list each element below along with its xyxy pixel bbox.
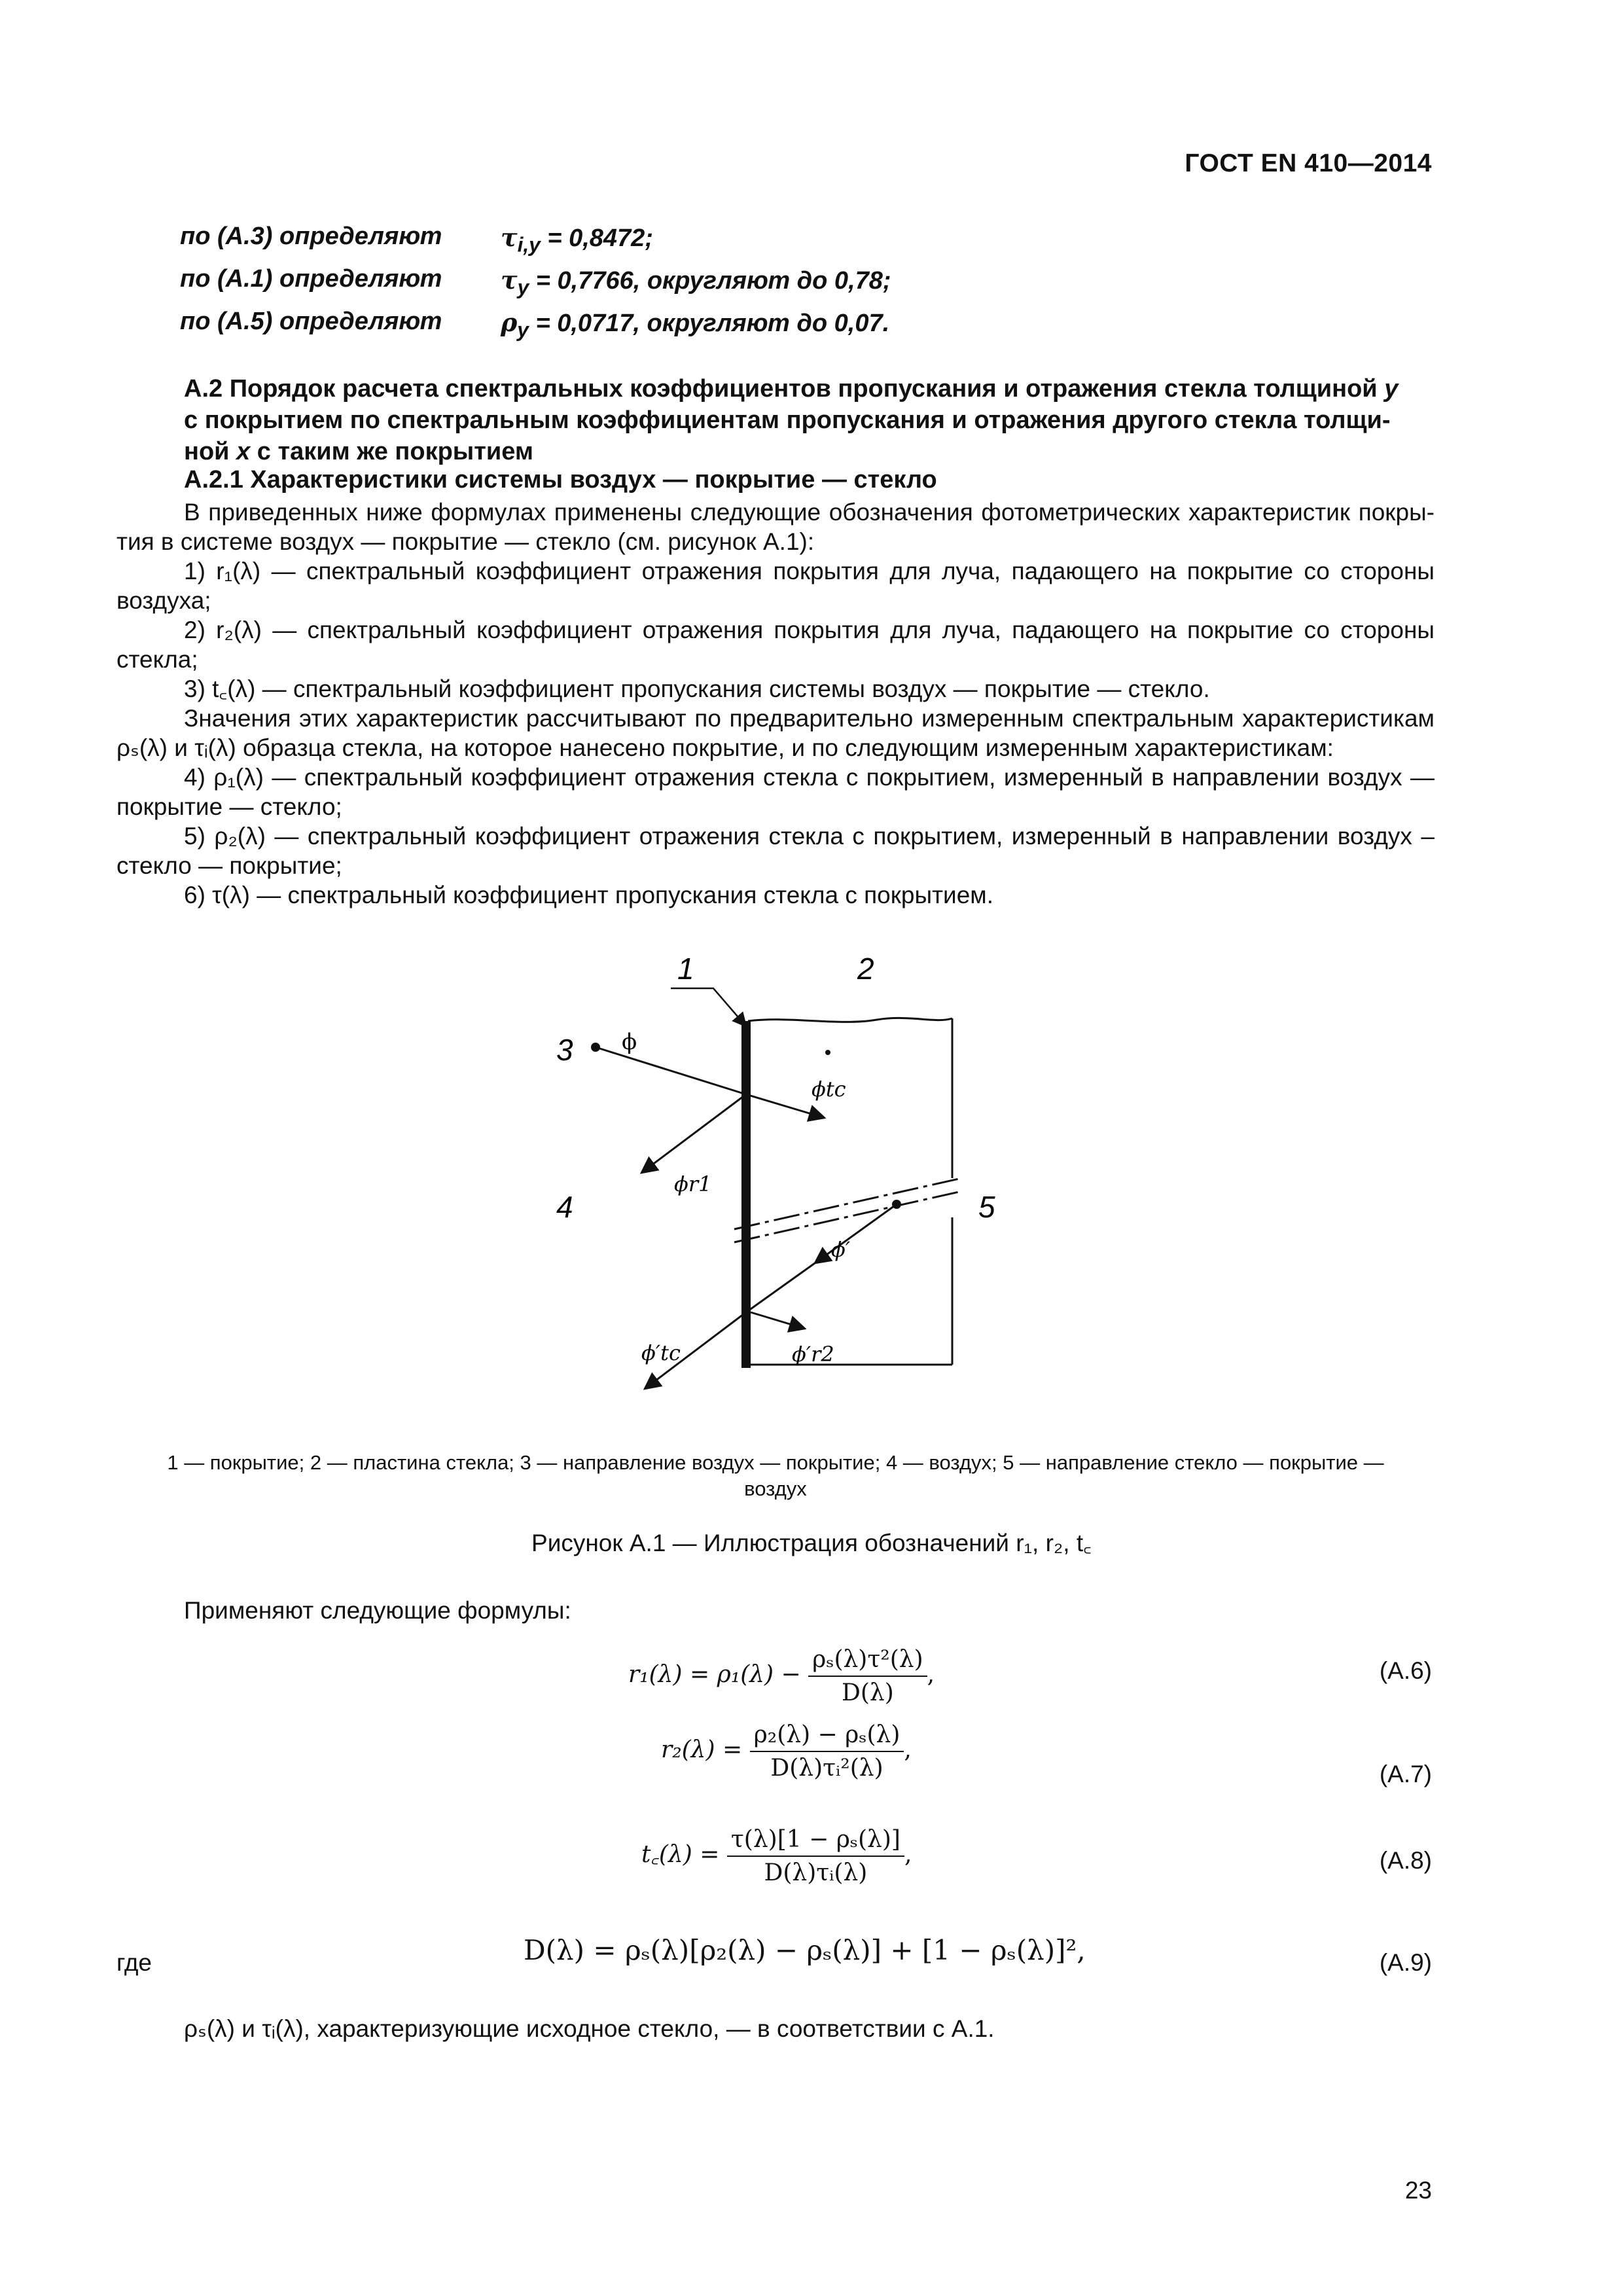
legend-line-1: 1 — покрытие; 2 — пластина стекла; 3 — направление воздух — покрытие; 4 — воздух; 5 — направление стекло — покрытие — <box>167 1451 1384 1474</box>
document-header: ГОСТ EN 410—2014 <box>1185 149 1432 177</box>
intro-paragraph: В приведенных ниже формулах применены следующие обозначения фотометрических характеристик покры-тия в системе воздух — покрытие — стекло (см. рисунок А.1): <box>116 499 1435 555</box>
formula-a9: D(λ) = ρₛ(λ)[ρ₂(λ) − ρₛ(λ)] + [1 − ρₛ(λ)]², <box>524 1934 1086 1966</box>
label-phi-prime: ϕ′ <box>831 1237 851 1262</box>
equation-number-a6: (А.6) <box>1379 1657 1432 1684</box>
ray-phi-prime <box>815 1204 897 1263</box>
calc-result-2: $\tau_y = 0,7766$, округляют до 0,78; <box>501 265 891 299</box>
ray-phi-prime-r2 <box>751 1312 805 1329</box>
where-label: где <box>116 1949 152 1976</box>
figure-label-1: 1 <box>677 952 694 986</box>
list-item-1: 1) r₁(λ) — спектральный коэффициент отражения покрытия для луча, падающего на покрытие со стороны воздуха; <box>116 558 1435 614</box>
values-paragraph: Значения этих характеристик рассчитывают по предварительно измеренным спектральным характеристикам ρₛ(λ) и τᵢ(λ) образца стекла, на которое нанесено покрытие, и по следующим измеренным характеристикам: <box>116 705 1435 761</box>
list-item-4: 4) ρ₁(λ) — спектральный коэффициент отражения стекла с покрытием, измеренный в направлении воздух — покрытие — стекло; <box>116 764 1435 820</box>
break-line-lower <box>734 1191 962 1242</box>
calc-label-2: по (А.1) определяют <box>180 265 442 293</box>
equation-number-a9: (А.9) <box>1379 1949 1432 1976</box>
calc-label-3: по (А.5) определяют <box>180 308 442 335</box>
label-phi: ϕ <box>622 1029 637 1055</box>
coating-layer-lower <box>741 1230 751 1368</box>
label-phi-prime-tc: ϕ′tc <box>641 1340 681 1365</box>
break-line-upper <box>734 1178 962 1229</box>
formula-a8: t꜀(λ) = $\frac{\text{τ(λ)[1 − ρₛ(λ)]}}{\text{D(λ)τᵢ(λ)}}$ , <box>641 1826 912 1886</box>
ray-phi <box>596 1047 746 1094</box>
calc-results <box>180 223 965 353</box>
label-phi-prime-r2: ϕ′r2 <box>792 1342 834 1367</box>
figure-coating-diagram <box>543 942 1041 1414</box>
figure-label-2: 2 <box>857 952 874 986</box>
leader-line-1 <box>671 988 746 1026</box>
calc-result-3: $\rho_y = 0,0717$, округляют до 0,07. <box>501 308 890 342</box>
equation-number-a8: (А.8) <box>1379 1847 1432 1874</box>
list-item-2: 2) r₂(λ) — спектральный коэффициент отражения покрытия для луча, падающего на покрытие со стороны стекла; <box>116 617 1435 673</box>
glass-marker-dot <box>825 1050 830 1055</box>
formula-a7: r₂(λ) = $\frac{\text{ρ₂(λ) − ρₛ(λ)}}{\text{D(λ)τᵢ²(λ)}}$ , <box>661 1721 912 1782</box>
closing-text: ρₛ(λ) и τᵢ(λ), характеризующие исходное стекло, — в соответствии с А.1. <box>184 2015 995 2042</box>
section-heading: А.2 Порядок расчета спектральных коэффициентов пропускания и отражения стекла толщиной y с покрытием по спектральным коэффициентам пропускания и отражения другого стекла толщи- ной x с таким же покрытием <box>184 375 1399 465</box>
ray-phi-prime-cont <box>746 1263 815 1312</box>
page-number: 23 <box>1404 2177 1432 2204</box>
equation-number-a7: (А.7) <box>1379 1761 1432 1787</box>
list-item-5: 5) ρ₂(λ) — спектральный коэффициент отражения стекла с покрытием, измеренный в направлении воздух – стекло — покрытие; <box>116 823 1435 879</box>
subsection-heading: А.2.1 Характеристики системы воздух — покрытие — стекло <box>184 466 937 493</box>
glass-plate-upper <box>748 1018 952 1178</box>
list-item-3: 3) t꜀(λ) — спектральный коэффициент пропускания системы воздух — покрытие — стекло. <box>184 675 1210 702</box>
coating-layer <box>741 1021 751 1244</box>
figure-label-3: 3 <box>556 1033 573 1067</box>
legend-line-2: воздух <box>744 1477 807 1500</box>
calc-result-1: $\tau_{i,y} = 0,8472$; <box>501 223 653 257</box>
figure-caption: Рисунок А.1 — Иллюстрация обозначений r₁, r₂, t꜀ <box>531 1530 1092 1556</box>
figure-label-4: 4 <box>556 1190 573 1224</box>
list-item-6: 6) τ(λ) — спектральный коэффициент пропускания стекла с покрытием. <box>184 882 993 908</box>
label-phi-r1: ϕr1 <box>674 1172 712 1196</box>
figure-legend <box>116 1450 1435 1502</box>
formulas-intro: Применяют следующие формулы: <box>184 1597 571 1624</box>
label-phi-tc: ϕtc <box>812 1077 846 1102</box>
ray-phi-r1 <box>641 1094 746 1173</box>
calc-label-1: по (А.3) определяют <box>180 223 442 250</box>
formula-a6: r₁(λ) = ρ₁(λ) − $\frac{\text{ρₛ(λ)τ²(λ)}}{D(\lambda)}$ , <box>628 1646 935 1706</box>
figure-label-5: 5 <box>978 1190 995 1224</box>
